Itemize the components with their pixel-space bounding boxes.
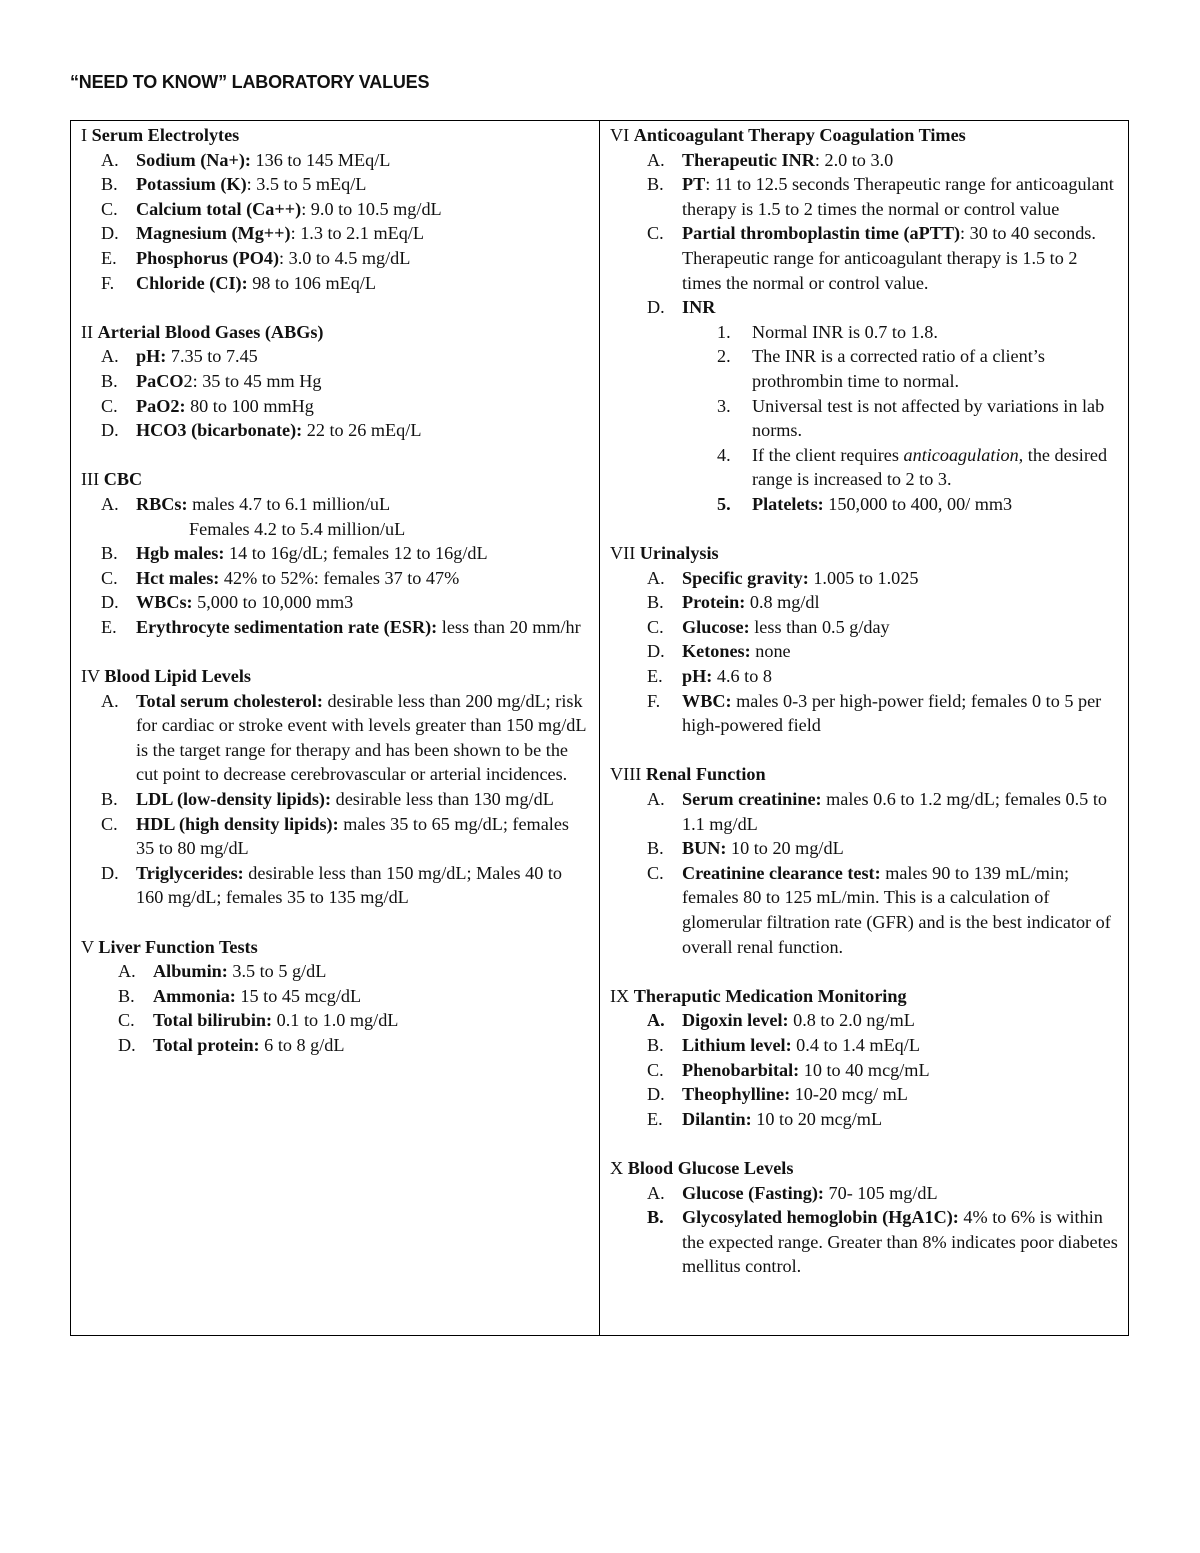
item-value: 0.8 to 2.0 ng/mL: [788, 1010, 915, 1031]
item-text: [682, 787, 1118, 836]
item-text: [682, 1181, 1118, 1206]
list-item: [81, 172, 589, 197]
item-term: Phenobarbital:: [682, 1059, 800, 1080]
list-item: [81, 959, 589, 984]
item-text: [136, 344, 589, 369]
item-label: D.: [647, 641, 665, 662]
item-text: [136, 689, 589, 787]
section-number: III: [81, 469, 100, 490]
item-label: A.: [647, 567, 665, 588]
list-item: [610, 1082, 1118, 1107]
item-label: A.: [647, 1010, 665, 1031]
list-item: [610, 295, 1118, 320]
item-term: Triglycerides:: [136, 862, 244, 883]
item-text: [136, 492, 589, 517]
section-heading: [610, 762, 1118, 787]
inr-list-item: [717, 394, 1118, 443]
item-text: [682, 1008, 1118, 1033]
item-text: [136, 590, 589, 615]
section-heading: [610, 123, 1118, 148]
section: [81, 664, 589, 910]
item-term: Total bilirubin:: [153, 1010, 273, 1031]
item-value: males 0.6 to 1.2 mg/dL; females 0.5 to 1.1 mg/dL: [682, 789, 1107, 834]
item-label: A.: [101, 690, 119, 711]
item-value: 70- 105 mg/dL: [823, 1182, 938, 1203]
item-label: E.: [101, 616, 117, 637]
item-term: Glycosylated hemoglobin (HgA1C):: [682, 1207, 959, 1228]
item-label: B.: [118, 985, 135, 1006]
item-term: Erythrocyte sedimentation rate (ESR):: [136, 616, 438, 637]
list-item: [610, 787, 1118, 836]
item-text: [682, 221, 1118, 295]
inr-text-part: the desired range is increased to 2 to 3.: [752, 444, 1108, 490]
section-heading: [610, 984, 1118, 1009]
inr-item-value: Universal test is not affected by variations in lab norms.: [752, 395, 1105, 441]
list-item: [610, 639, 1118, 664]
item-text: [682, 836, 1118, 861]
item-value: males 4.7 to 6.1 million/uL: [187, 493, 391, 514]
item-value: : 9.0 to 10.5 mg/dL: [301, 198, 442, 219]
list-item: [610, 566, 1118, 591]
section-number: VIII: [610, 764, 642, 785]
list-item: [81, 271, 589, 296]
section-name: Blood Glucose Levels: [627, 1157, 794, 1178]
inr-item-text: [752, 443, 1118, 492]
item-term: Partial thromboplastin time (aPTT): [682, 223, 961, 244]
item-value: 15 to 45 mcg/dL: [235, 985, 362, 1006]
list-item: [610, 172, 1118, 221]
section: [610, 123, 1118, 517]
item-label: D.: [118, 1034, 136, 1055]
item-text: [136, 172, 589, 197]
right-column: [600, 121, 1128, 1335]
item-term: Magnesium (Mg++): [136, 223, 291, 244]
item-label: C.: [101, 567, 118, 588]
section-heading: [81, 664, 589, 689]
section: [610, 1156, 1118, 1279]
list-item: [610, 664, 1118, 689]
section-number: IX: [610, 985, 630, 1006]
section: [81, 123, 589, 295]
item-term: Digoxin level:: [682, 1010, 789, 1031]
item-term: pH:: [136, 346, 167, 367]
section-heading: [81, 935, 589, 960]
item-text: [682, 1033, 1118, 1058]
item-term: HDL (high density lipids):: [136, 813, 339, 834]
item-extra-line: Females 4.2 to 5.4 million/uL: [189, 518, 406, 539]
list-item: [81, 369, 589, 394]
item-value: 5,000 to 10,000 mm3: [192, 592, 354, 613]
list-item: [610, 1033, 1118, 1058]
item-term: LDL (low-density lipids):: [136, 789, 332, 810]
item-term: Total protein:: [153, 1034, 260, 1055]
item-text: [136, 861, 589, 910]
item-text: [153, 984, 589, 1009]
list-item: [610, 1107, 1118, 1132]
item-term: Sodium (Na+):: [136, 149, 251, 170]
inr-item-text: [752, 320, 1118, 345]
item-label: E.: [647, 1108, 663, 1129]
item-text: [136, 246, 589, 271]
left-column: [71, 121, 600, 1335]
section-heading: [610, 541, 1118, 566]
item-label: A.: [101, 493, 119, 514]
item-value: 80 to 100 mmHg: [185, 395, 314, 416]
item-value: 0.8 mg/dl: [745, 592, 820, 613]
item-term: WBCs:: [136, 592, 193, 613]
item-text: [136, 369, 589, 394]
item-value: 0.4 to 1.4 mEq/L: [791, 1034, 920, 1055]
inr-item-text: [752, 492, 1118, 517]
item-label: C.: [647, 616, 664, 637]
section-number: VI: [610, 125, 630, 145]
item-term: Creatinine clearance test:: [682, 862, 881, 883]
item-term: Serum creatinine:: [682, 789, 822, 810]
item-term: Hgb males:: [136, 543, 225, 564]
list-item: [81, 1008, 589, 1033]
section-name: Urinalysis: [639, 543, 719, 564]
item-label: F.: [101, 272, 115, 293]
list-item: [81, 197, 589, 222]
list-item: [81, 861, 589, 910]
inr-item-number: 5.: [717, 493, 731, 514]
item-label: B.: [647, 1207, 664, 1228]
section-name: Theraputic Medication Monitoring: [633, 985, 907, 1006]
inr-text-part: If the client requires: [752, 444, 904, 465]
list-item: [81, 689, 589, 787]
list-item: [610, 615, 1118, 640]
item-term: Phosphorus (PO4): [136, 247, 279, 268]
item-value: males 0-3 per high-power field; females 0 to 5 per high-powered field: [682, 690, 1102, 736]
item-text: [136, 787, 589, 812]
item-label: E.: [101, 247, 117, 268]
list-item: [610, 836, 1118, 861]
item-text: [682, 590, 1118, 615]
inr-item-term: Platelets:: [752, 493, 824, 514]
inr-sublist: [717, 320, 1118, 517]
item-value: desirable less than 150 mg/dL; Males 40 to 160 mg/dL; females 35 to 135 mg/dL: [136, 862, 562, 908]
item-term: Glucose:: [682, 616, 750, 637]
list-item: [610, 1205, 1118, 1279]
list-item: [81, 221, 589, 246]
item-label: C.: [647, 1059, 664, 1080]
inr-item-value: 150,000 to 400, 00/ mm3: [823, 493, 1013, 514]
item-text: [136, 394, 589, 419]
item-value: males 35 to 65 mg/dL; females 35 to 80 mg/dL: [136, 813, 569, 859]
item-value: 10 to 20 mcg/mL: [751, 1108, 883, 1129]
item-term: Theophylline:: [682, 1084, 791, 1105]
section-name: Blood Lipid Levels: [104, 666, 251, 687]
item-term: Dilantin:: [682, 1108, 752, 1129]
lab-values-table: [70, 120, 1129, 1336]
item-text: [682, 689, 1118, 738]
section: [81, 467, 589, 639]
list-item: [610, 861, 1118, 959]
section-name: Renal Function: [645, 764, 766, 785]
item-value: males 90 to 139 mL/min; females 80 to 125 mL/min. This is a calculation of glomerular filtration rate (GFR) and is the best indicator of overall renal function.: [682, 862, 1111, 957]
item-value: 136 to 145 MEq/L: [250, 149, 391, 170]
list-item: [610, 590, 1118, 615]
section-name: Anticoagulant Therapy Coagulation Times: [633, 125, 966, 145]
item-text: [136, 541, 589, 566]
item-term: Protein:: [682, 592, 746, 613]
item-value: 10 to 20 mg/dL: [726, 838, 844, 859]
item-text: [136, 148, 589, 173]
item-label: C.: [118, 1010, 135, 1031]
item-term: WBC:: [682, 690, 732, 711]
item-label: D.: [101, 223, 119, 244]
item-text: [136, 566, 589, 591]
item-term: Calcium total (Ca++): [136, 198, 302, 219]
item-term: Therapeutic INR: [682, 149, 815, 170]
item-value: 98 to 106 mEq/L: [247, 272, 376, 293]
list-item: [610, 1058, 1118, 1083]
list-item: [610, 148, 1118, 173]
item-term: Ketones:: [682, 641, 751, 662]
item-value: 42% to 52%: females 37 to 47%: [219, 567, 460, 588]
item-text: [136, 615, 589, 640]
list-item: [81, 246, 589, 271]
section: [610, 541, 1118, 738]
item-text: [682, 566, 1118, 591]
inr-item-value: The INR is a corrected ratio of a client’s prothrombin time to normal.: [752, 346, 1045, 391]
item-term: Potassium (K): [136, 174, 247, 195]
item-term: pH:: [682, 666, 713, 687]
section: [81, 935, 589, 1058]
item-label: B.: [647, 174, 664, 195]
inr-item-text: [752, 344, 1118, 393]
item-text: [682, 1058, 1118, 1083]
item-text: [136, 197, 589, 222]
item-value: 3.5 to 5 g/dL: [227, 961, 327, 982]
item-label: C.: [647, 223, 664, 244]
item-value: 10-20 mcg/ mL: [790, 1084, 908, 1105]
list-item: [81, 418, 589, 443]
section-number: VII: [610, 543, 636, 564]
item-label: B.: [101, 174, 118, 195]
list-item: [81, 984, 589, 1009]
item-value: : 30 to 40 seconds. Therapeutic range for anticoagulant therapy is 1.5 to 2 times the normal or control value.: [682, 223, 1096, 293]
section: [610, 984, 1118, 1132]
section-heading: [610, 1156, 1118, 1181]
item-term: Lithium level:: [682, 1034, 792, 1055]
list-item: [81, 148, 589, 173]
list-item: [81, 615, 589, 640]
item-value: 6 to 8 g/dL: [259, 1034, 345, 1055]
item-label: A.: [101, 149, 119, 170]
item-label: C.: [101, 813, 118, 834]
item-text: [682, 861, 1118, 959]
section-heading: [81, 123, 589, 148]
item-value: 10 to 40 mcg/mL: [799, 1059, 930, 1080]
inr-item-number: 4.: [717, 444, 731, 465]
list-item: [81, 1033, 589, 1058]
inr-item-number: 1.: [717, 321, 731, 342]
item-term: PT: [682, 174, 706, 195]
section: [610, 762, 1118, 959]
item-value: 0.1 to 1.0 mg/dL: [272, 1010, 399, 1031]
item-label: B.: [647, 1034, 664, 1055]
list-item: [81, 566, 589, 591]
section-number: V: [81, 936, 94, 957]
item-label: B.: [101, 370, 118, 391]
list-item: [81, 590, 589, 615]
section-number: X: [610, 1157, 624, 1178]
inr-text-italic: anticoagulation,: [903, 444, 1024, 465]
item-term: Chloride (CI):: [136, 272, 248, 293]
item-term: Hct males:: [136, 567, 220, 588]
item-term: Total serum cholesterol:: [136, 690, 323, 711]
inr-list-item: [717, 443, 1118, 492]
item-label: E.: [647, 666, 663, 687]
section-number: I: [81, 125, 88, 145]
list-item: [81, 344, 589, 369]
section-heading: [81, 467, 589, 492]
item-text: [682, 639, 1118, 664]
section-number: II: [81, 321, 94, 342]
item-text: [682, 148, 1118, 173]
item-label: A.: [101, 346, 119, 367]
item-text: [136, 271, 589, 296]
item-label: A.: [647, 789, 665, 810]
inr-item-number: 3.: [717, 395, 731, 416]
list-item: [81, 394, 589, 419]
item-value: less than 0.5 g/day: [749, 616, 890, 637]
item-term: BUN:: [682, 838, 727, 859]
item-term: RBCs:: [136, 493, 188, 514]
item-term: Glucose (Fasting):: [682, 1182, 824, 1203]
item-text: [136, 812, 589, 861]
item-value: 22 to 26 mEq/L: [302, 420, 422, 441]
inr-item-number: 2.: [717, 346, 731, 367]
list-item: [610, 689, 1118, 738]
item-label: D.: [647, 297, 665, 318]
item-label: F.: [647, 690, 661, 711]
item-label: C.: [101, 395, 118, 416]
item-text: [136, 221, 589, 246]
inr-list-item: [717, 492, 1118, 517]
list-item: [610, 1008, 1118, 1033]
item-label: A.: [647, 149, 665, 170]
item-text: [153, 1008, 589, 1033]
item-value: : 1.3 to 2.1 mEq/L: [290, 223, 424, 244]
list-item: [81, 492, 589, 517]
item-term: PaCO: [136, 370, 184, 391]
item-text: [682, 1107, 1118, 1132]
item-text: [153, 959, 589, 984]
item-value: 14 to 16g/dL; females 12 to 16g/dL: [224, 543, 488, 564]
item-label: A.: [118, 961, 136, 982]
item-value: 2: 35 to 45 mm Hg: [183, 370, 322, 391]
section-name: Liver Function Tests: [98, 936, 258, 957]
item-label: B.: [101, 543, 118, 564]
section-name: CBC: [103, 469, 143, 490]
item-value: none: [750, 641, 791, 662]
item-label: D.: [647, 1084, 665, 1105]
item-value: 4.6 to 8: [712, 666, 772, 687]
item-label: B.: [647, 838, 664, 859]
item-value: 7.35 to 7.45: [166, 346, 258, 367]
item-label: D.: [101, 862, 119, 883]
item-term: HCO3 (bicarbonate):: [136, 420, 303, 441]
item-term: Albumin:: [153, 961, 228, 982]
item-value: 4% to 6% is within the expected range. Greater than 8% indicates poor diabetes mellitus control.: [682, 1207, 1118, 1277]
item-label: C.: [647, 862, 664, 883]
section-heading: [81, 320, 589, 345]
document-title: “NEED TO KNOW” LABORATORY VALUES: [70, 72, 430, 92]
item-term: Ammonia:: [153, 985, 236, 1006]
item-text: [682, 664, 1118, 689]
item-text: [682, 295, 1118, 320]
item-label: B.: [101, 789, 118, 810]
inr-list-item: [717, 320, 1118, 345]
item-label: C.: [101, 198, 118, 219]
list-item: [81, 812, 589, 861]
item-label: D.: [101, 420, 119, 441]
item-value: : 3.0 to 4.5 mg/dL: [279, 247, 411, 268]
inr-list-item: [717, 344, 1118, 393]
list-item: [610, 221, 1118, 295]
section: [81, 320, 589, 443]
item-label: A.: [647, 1182, 665, 1203]
item-value: : 2.0 to 3.0: [814, 149, 894, 170]
section-number: IV: [81, 666, 100, 687]
inr-item-value: Normal INR is 0.7 to 1.8.: [752, 321, 938, 342]
item-text: [153, 1033, 589, 1058]
item-term: INR: [682, 297, 716, 318]
item-text: [682, 1205, 1118, 1279]
item-value: less than 20 mm/hr: [437, 616, 581, 637]
item-value: 1.005 to 1.025: [808, 567, 919, 588]
item-label: B.: [647, 592, 664, 613]
item-term: Specific gravity:: [682, 567, 809, 588]
item-term: PaO2:: [136, 395, 186, 416]
item-value: desirable less than 200 mg/dL; risk for cardiac or stroke event with levels greater than 150 mg/dL is the target range for therapy and has been shown to be the cut point to decrease cerebrovascular or arterial incidences.: [136, 690, 586, 785]
item-text: [136, 418, 589, 443]
item-text: [682, 172, 1118, 221]
list-item: [81, 787, 589, 812]
item-text: [682, 615, 1118, 640]
item-label: D.: [101, 592, 119, 613]
section-name: Serum Electrolytes: [91, 125, 240, 145]
inr-item-text: [752, 394, 1118, 443]
item-value: : 11 to 12.5 seconds Therapeutic range for anticoagulant therapy is 1.5 to 2 times the normal or control value: [682, 174, 1114, 219]
item-text: [682, 1082, 1118, 1107]
item-value: desirable less than 130 mg/dL: [331, 789, 554, 810]
list-item: [610, 1181, 1118, 1206]
section-name: Arterial Blood Gases (ABGs): [97, 321, 324, 342]
item-value: : 3.5 to 5 mEq/L: [246, 174, 367, 195]
list-item: [81, 541, 589, 566]
